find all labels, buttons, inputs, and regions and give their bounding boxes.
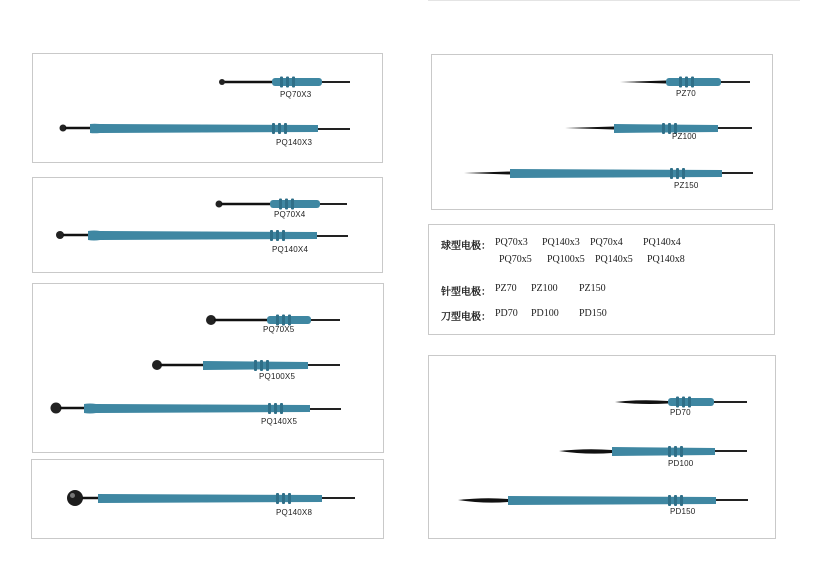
label-pd150: PD150: [670, 507, 696, 516]
label-pq140x5: PQ140X5: [261, 417, 298, 426]
info-needle-item: PZ150: [579, 283, 606, 294]
info-ball-item: PQ70x5: [499, 254, 532, 265]
electrode-pz150: [464, 168, 753, 179]
label-pq140x8: PQ140X8: [276, 508, 313, 517]
electrode-pz100: [565, 123, 752, 134]
info-needle-heading: 针型电极：: [441, 287, 491, 298]
label-pq100x5: PQ100X5: [259, 372, 296, 381]
info-ball-item: PQ70x3: [495, 237, 528, 248]
label-pz100: PZ100: [672, 132, 697, 141]
info-ball-item: PQ140x5: [595, 254, 633, 265]
electrode-pd70: [615, 397, 747, 408]
info-needle-item: PZ70: [495, 283, 517, 294]
electrode-pq140x8: [67, 490, 355, 506]
electrode-pz70: [620, 77, 750, 88]
label-pq70x3: PQ70X3: [280, 90, 312, 99]
label-pd100: PD100: [668, 459, 694, 468]
label-pz70: PZ70: [676, 89, 696, 98]
info-ball-row-1: [441, 237, 761, 251]
electrode-pq140x3: [60, 123, 351, 134]
electrode-pq70x5: [206, 315, 340, 326]
info-blade-item: PD70: [495, 308, 518, 319]
info-ball-row-2: [441, 254, 761, 268]
electrode-pd150: [458, 495, 748, 506]
info-ball-heading: 球型电极：: [441, 241, 491, 252]
label-pq70x4: PQ70X4: [274, 210, 306, 219]
info-blade-item: PD150: [579, 308, 607, 319]
label-pq140x3: PQ140X3: [276, 138, 313, 147]
info-blade-heading: 刀型电极：: [441, 312, 491, 323]
info-ball-item: PQ140x8: [647, 254, 685, 265]
label-pq140x4: PQ140X4: [272, 245, 309, 254]
label-pq70x5: PQ70X5: [263, 325, 295, 334]
label-pd70: PD70: [670, 408, 691, 417]
info-needle-row: [441, 283, 761, 297]
info-ball-item: PQ100x5: [547, 254, 585, 265]
electrode-pd100: [559, 446, 747, 457]
electrode-pq140x4: [56, 230, 348, 241]
info-blade-item: PD100: [531, 308, 559, 319]
info-ball-item: PQ140x3: [542, 237, 580, 248]
electrode-pq70x3: [219, 77, 350, 88]
info-ball-item: PQ70x4: [590, 237, 623, 248]
electrode-pq140x5: [51, 403, 342, 415]
label-pz150: PZ150: [674, 181, 699, 190]
info-blade-row: [441, 308, 761, 322]
info-ball-item: PQ140x4: [643, 237, 681, 248]
electrode-pq70x4: [216, 199, 348, 210]
electrode-pq100x5: [152, 360, 340, 371]
info-needle-item: PZ100: [531, 283, 558, 294]
